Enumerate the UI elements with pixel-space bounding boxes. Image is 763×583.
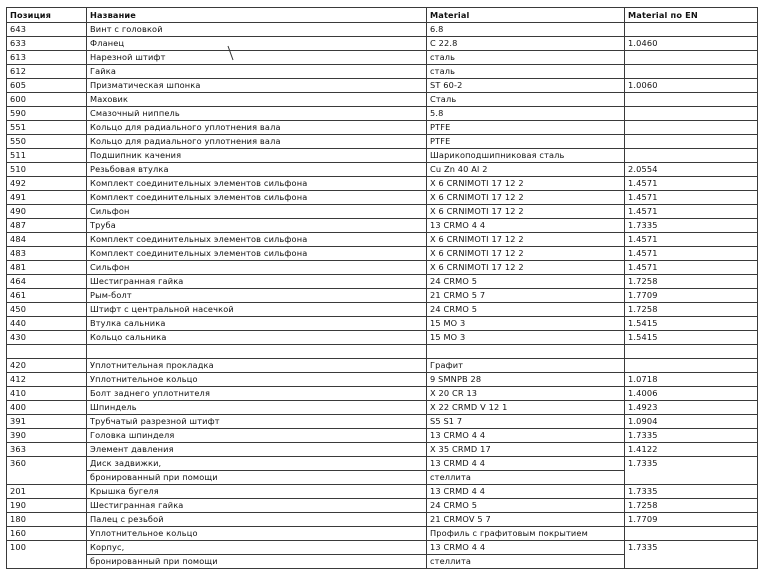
cell-position: 450: [7, 303, 87, 317]
cell-name: бронированный при помощи: [87, 555, 427, 569]
cell-material: 13 CRMO 4 4: [427, 219, 625, 233]
cell-position: 180: [7, 513, 87, 527]
cell-material-en: [625, 527, 758, 541]
cell-position: 483: [7, 247, 87, 261]
cell-position: 492: [7, 177, 87, 191]
cell-material: 21 CRMOV 5 7: [427, 513, 625, 527]
table-row: [7, 205, 758, 219]
cell-name: Кольцо сальника: [87, 331, 427, 345]
table-row: [7, 51, 758, 65]
cell-material: ST 60-2: [427, 79, 625, 93]
cell-material-en: 1.7335: [625, 219, 758, 233]
cell-name: Штифт с центральной насечкой: [87, 303, 427, 317]
cell-position: [7, 345, 87, 359]
cell-position: 390: [7, 429, 87, 443]
cell-position: 412: [7, 373, 87, 387]
cell-name: Корпус,: [87, 541, 427, 555]
cell-position: 490: [7, 205, 87, 219]
cell-position: 491: [7, 191, 87, 205]
cell-position: 360: [7, 457, 87, 471]
cell-position: 550: [7, 135, 87, 149]
cell-position: 363: [7, 443, 87, 457]
table-row: [7, 149, 758, 163]
cell-material: X 6 CRNIMOTI 17 12 2: [427, 205, 625, 219]
cell-name: Уплотнительное кольцо: [87, 373, 427, 387]
cell-material-en: [625, 359, 758, 373]
cell-material-en: 1.7258: [625, 275, 758, 289]
cell-material-en: [625, 471, 758, 485]
cell-material: X 6 CRNIMOTI 17 12 2: [427, 177, 625, 191]
cell-material: сталь: [427, 65, 625, 79]
cell-position: 464: [7, 275, 87, 289]
cell-material-en: [625, 51, 758, 65]
table-row: [7, 247, 758, 261]
cell-material: 13 CRMD 4 4: [427, 457, 625, 471]
cell-material-en: 1.7335: [625, 541, 758, 555]
cell-name: Рым-болт: [87, 289, 427, 303]
table-row: [7, 233, 758, 247]
table-row: [7, 401, 758, 415]
cell-position: 510: [7, 163, 87, 177]
cell-material-en: 1.7709: [625, 289, 758, 303]
table-row: [7, 443, 758, 457]
cell-name: Комплект соединительных элементов сильфона: [87, 177, 427, 191]
cell-material-en: 1.0460: [625, 37, 758, 51]
table-row: [7, 163, 758, 177]
cell-material-en: 1.7258: [625, 303, 758, 317]
cell-name: Элемент давления: [87, 443, 427, 457]
cell-material-en: 1.7335: [625, 429, 758, 443]
cell-material: 15 MO 3: [427, 317, 625, 331]
table-row: [7, 317, 758, 331]
cell-material-en: 1.7258: [625, 499, 758, 513]
table-row: [7, 289, 758, 303]
cell-name: Шестигранная гайка: [87, 275, 427, 289]
table-row: [7, 135, 758, 149]
cell-name: Сильфон: [87, 205, 427, 219]
cell-material-en: 1.4571: [625, 191, 758, 205]
cell-material-en: [625, 135, 758, 149]
cell-material-en: 1.7709: [625, 513, 758, 527]
cell-position: 612: [7, 65, 87, 79]
cell-material: 24 CRMO 5: [427, 303, 625, 317]
cell-material-en: 1.7335: [625, 457, 758, 471]
cell-material: 13 CRMD 4 4: [427, 485, 625, 499]
cell-material-en: [625, 93, 758, 107]
table-row: [7, 261, 758, 275]
cell-material: Cu Zn 40 Al 2: [427, 163, 625, 177]
header-row: [7, 8, 758, 23]
cell-position: 440: [7, 317, 87, 331]
cell-material: [427, 345, 625, 359]
cell-material-en: 1.5415: [625, 317, 758, 331]
cell-material: S5 S1 7: [427, 415, 625, 429]
cell-name: [87, 345, 427, 359]
table-row: [7, 485, 758, 499]
cell-material: X 20 CR 13: [427, 387, 625, 401]
table-row: [7, 527, 758, 541]
table-row: [7, 513, 758, 527]
cell-name: Трубчатый разрезной штифт: [87, 415, 427, 429]
cell-material: Графит: [427, 359, 625, 373]
cell-material: C 22.8: [427, 37, 625, 51]
table-row: [7, 219, 758, 233]
header-material: Material: [427, 8, 625, 23]
cell-position: 391: [7, 415, 87, 429]
cell-name: Шпиндель: [87, 401, 427, 415]
cell-position: 633: [7, 37, 87, 51]
cell-material-en: 1.0718: [625, 373, 758, 387]
cell-material: 9 SMNPB 28: [427, 373, 625, 387]
cell-material-en: 1.4571: [625, 247, 758, 261]
cell-name: Призматическая шпонка: [87, 79, 427, 93]
cell-material-en: [625, 345, 758, 359]
cell-position: 100: [7, 541, 87, 555]
cell-position: 400: [7, 401, 87, 415]
cell-name: Палец с резьбой: [87, 513, 427, 527]
table-row: [7, 303, 758, 317]
table-row: [7, 23, 758, 37]
cell-name: Головка шпинделя: [87, 429, 427, 443]
cell-position: 420: [7, 359, 87, 373]
cell-material: 13 CRMO 4 4: [427, 429, 625, 443]
cell-name: Резьбовая втулка: [87, 163, 427, 177]
cell-name: Комплект соединительных элементов сильфона: [87, 247, 427, 261]
cell-material: X 35 CRMD 17: [427, 443, 625, 457]
table-row: [7, 471, 758, 485]
cell-material: PTFE: [427, 135, 625, 149]
cell-name: Сильфон: [87, 261, 427, 275]
cell-position: 600: [7, 93, 87, 107]
table-row: [7, 121, 758, 135]
cell-name: Гайка: [87, 65, 427, 79]
table-row: [7, 457, 758, 471]
cell-name: Подшипник качения: [87, 149, 427, 163]
cell-position: 410: [7, 387, 87, 401]
cell-position: 160: [7, 527, 87, 541]
cell-name: Фланец: [87, 37, 427, 51]
cell-material-en: [625, 555, 758, 569]
header-position: Позиция: [7, 8, 87, 23]
table-row: [7, 177, 758, 191]
table-row: [7, 37, 758, 51]
header-name: Название: [87, 8, 427, 23]
cell-position: 484: [7, 233, 87, 247]
table-row: [7, 93, 758, 107]
cell-material-en: 1.4122: [625, 443, 758, 457]
cell-material: X 6 CRNIMOTI 17 12 2: [427, 191, 625, 205]
cell-material: X 6 CRNIMOTI 17 12 2: [427, 247, 625, 261]
cell-position: 613: [7, 51, 87, 65]
cell-material-en: 2.0554: [625, 163, 758, 177]
table-row: [7, 65, 758, 79]
table-row: [7, 541, 758, 555]
cell-position: 605: [7, 79, 87, 93]
table-row: [7, 359, 758, 373]
cell-material-en: 1.4571: [625, 261, 758, 275]
table-row: [7, 387, 758, 401]
cell-material-en: 1.4571: [625, 233, 758, 247]
cell-material-en: 1.4923: [625, 401, 758, 415]
cell-material: X 22 CRMD V 12 1: [427, 401, 625, 415]
cell-material-en: [625, 149, 758, 163]
table-row: [7, 345, 758, 359]
cell-name: Кольцо для радиального уплотнения вала: [87, 135, 427, 149]
cell-material: 24 CRMO 5: [427, 275, 625, 289]
cell-material: 24 CRMO 5: [427, 499, 625, 513]
cell-name: Труба: [87, 219, 427, 233]
cell-position: 643: [7, 23, 87, 37]
cell-position: [7, 555, 87, 569]
cell-name: Винт с головкой: [87, 23, 427, 37]
cell-material-en: 1.4006: [625, 387, 758, 401]
table-row: [7, 499, 758, 513]
cell-name: Нарезной штифт: [87, 51, 427, 65]
table-row: [7, 191, 758, 205]
parts-material-table: [6, 7, 758, 569]
cell-material: X 6 CRNIMOTI 17 12 2: [427, 261, 625, 275]
table-row: [7, 275, 758, 289]
cell-name: Кольцо для радиального уплотнения вала: [87, 121, 427, 135]
cell-material: сталь: [427, 51, 625, 65]
cell-material: 13 CRMO 4 4: [427, 541, 625, 555]
cell-material-en: [625, 23, 758, 37]
cell-material-en: 1.7335: [625, 485, 758, 499]
table-row: [7, 107, 758, 121]
cell-material: Шарикоподшипниковая сталь: [427, 149, 625, 163]
cell-position: 590: [7, 107, 87, 121]
cell-name: Диск задвижки,: [87, 457, 427, 471]
cell-material-en: 1.5415: [625, 331, 758, 345]
cell-material: PTFE: [427, 121, 625, 135]
table-row: [7, 331, 758, 345]
cell-name: Болт заднего уплотнителя: [87, 387, 427, 401]
cell-material: 6.8: [427, 23, 625, 37]
cell-material: Профиль с графитовым покрытием: [427, 527, 625, 541]
cell-material: X 6 CRNIMOTI 17 12 2: [427, 233, 625, 247]
cell-material-en: 1.4571: [625, 205, 758, 219]
cell-material-en: [625, 107, 758, 121]
cell-name: Уплотнительное кольцо: [87, 527, 427, 541]
cell-material-en: [625, 121, 758, 135]
cell-name: Уплотнительная прокладка: [87, 359, 427, 373]
cell-position: 461: [7, 289, 87, 303]
cell-position: 190: [7, 499, 87, 513]
cell-name: Маховик: [87, 93, 427, 107]
stray-pen-mark: [227, 45, 235, 61]
cell-position: 551: [7, 121, 87, 135]
cell-material-en: 1.0904: [625, 415, 758, 429]
cell-material: стеллита: [427, 471, 625, 485]
table-row: [7, 555, 758, 569]
cell-material-en: 1.0060: [625, 79, 758, 93]
cell-position: 430: [7, 331, 87, 345]
cell-material: 21 CRMO 5 7: [427, 289, 625, 303]
cell-name: Втулка сальника: [87, 317, 427, 331]
cell-material: 5.8: [427, 107, 625, 121]
table-row: [7, 429, 758, 443]
cell-position: 481: [7, 261, 87, 275]
cell-material-en: [625, 65, 758, 79]
cell-material-en: 1.4571: [625, 177, 758, 191]
cell-name: Смазочный ниппель: [87, 107, 427, 121]
header-material-en: Material по EN: [625, 8, 758, 23]
cell-name: Комплект соединительных элементов сильфона: [87, 191, 427, 205]
cell-position: 511: [7, 149, 87, 163]
cell-position: 487: [7, 219, 87, 233]
cell-position: [7, 471, 87, 485]
cell-material: 15 MO 3: [427, 331, 625, 345]
cell-name: Шестигранная гайка: [87, 499, 427, 513]
cell-position: 201: [7, 485, 87, 499]
cell-name: Комплект соединительных элементов сильфона: [87, 233, 427, 247]
cell-name: Крышка бугеля: [87, 485, 427, 499]
cell-material: Сталь: [427, 93, 625, 107]
table-row: [7, 79, 758, 93]
table-row: [7, 415, 758, 429]
cell-name: бронированный при помощи: [87, 471, 427, 485]
table-row: [7, 373, 758, 387]
cell-material: стеллита: [427, 555, 625, 569]
